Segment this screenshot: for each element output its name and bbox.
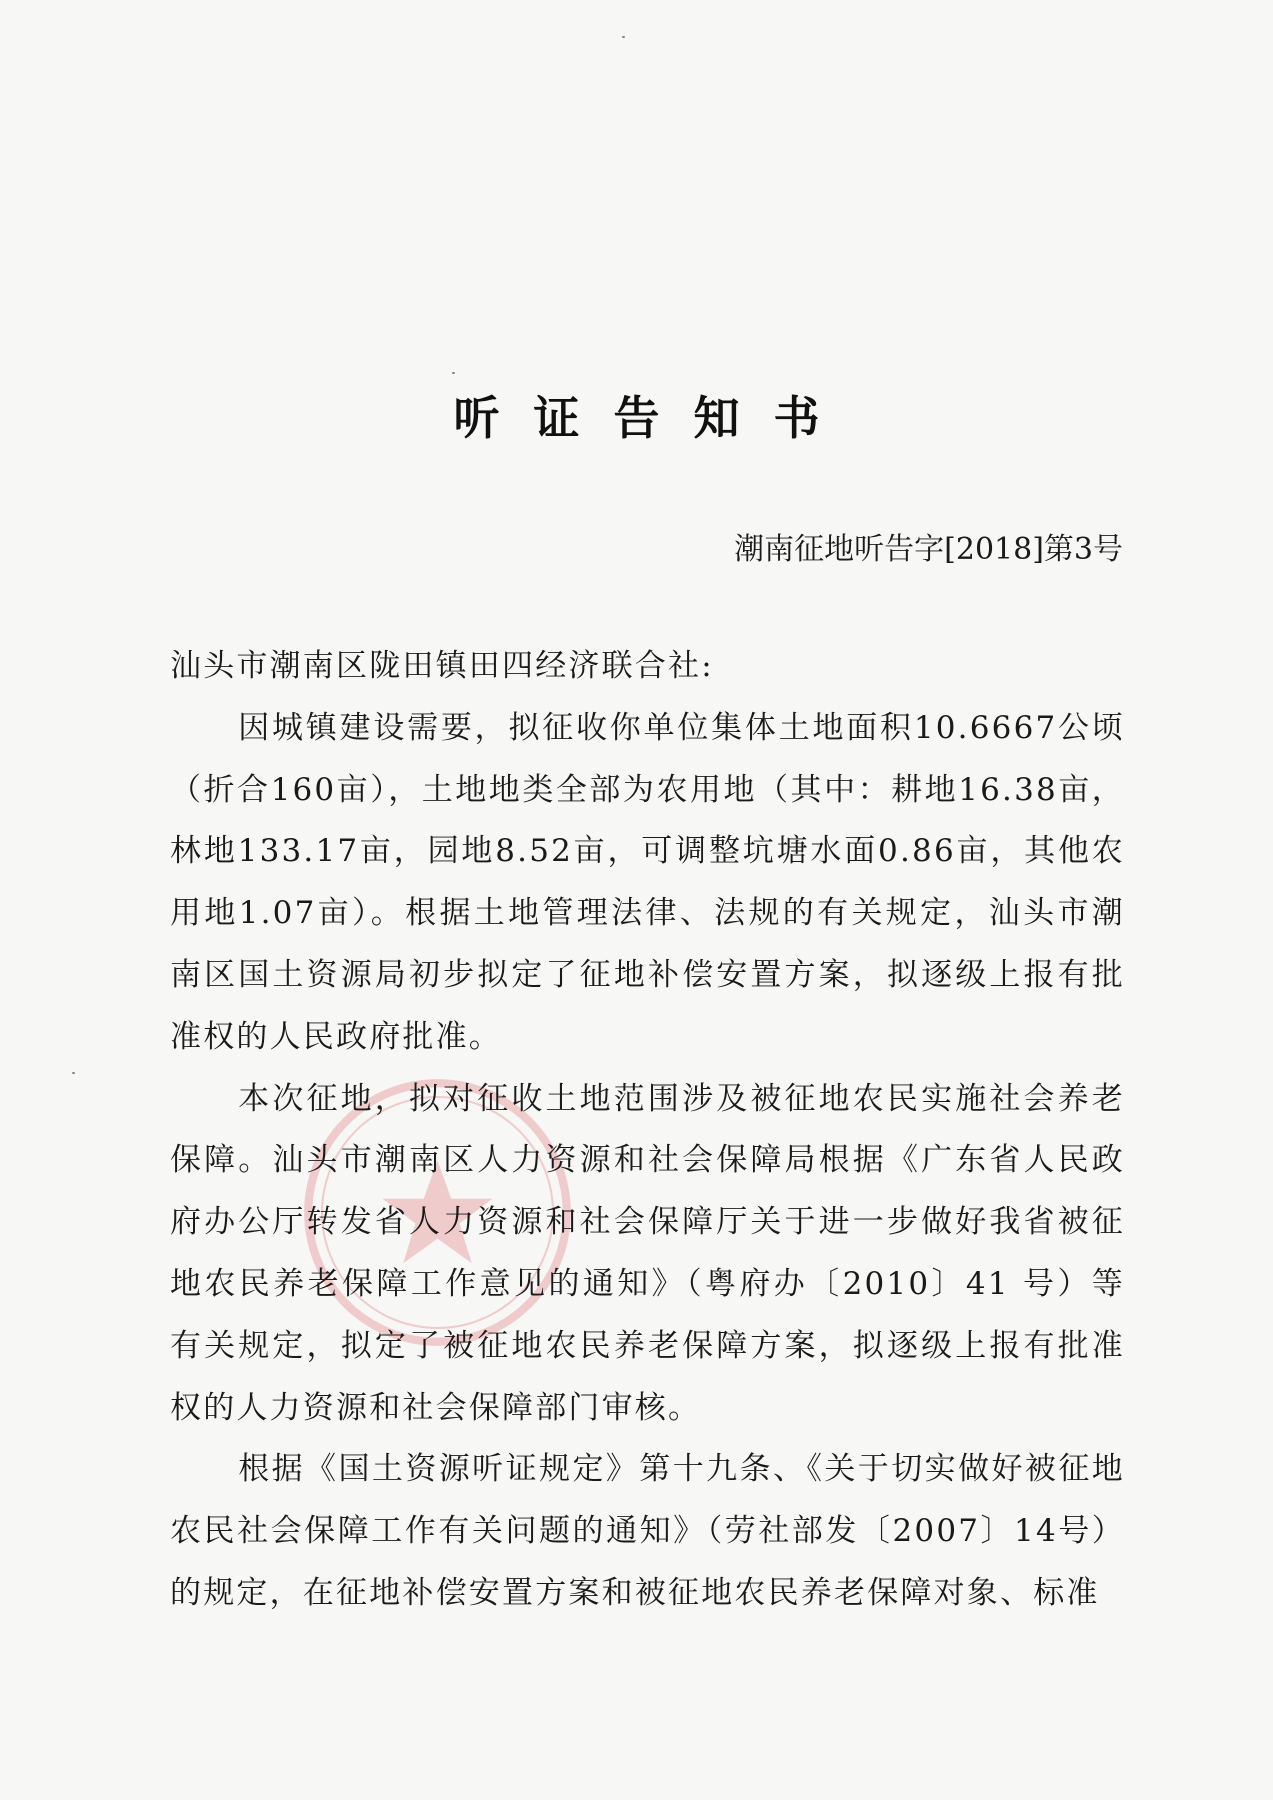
- body-paragraph: 本次征地，拟对征收土地范围涉及被征地农民实施社会养老保障。汕头市潮南区人力资源和社会保障局根据《广东省人民政府办公厅转发省人力资源和社会保障厅关于进一步做好我省被征地农民养老保障工作意见的通知》（粤府办〔2010〕41 号）等有关规定，拟定了被征地农民养老保障方案，拟逐级上报有批准权的人力资源和社会保障部门审核。: [170, 1080, 1125, 1426]
- scan-speck: [72, 1072, 75, 1074]
- document-number: 潮南征地听告字[2018]第3号: [734, 532, 1123, 567]
- body-paragraph: 因城镇建设需要，拟征收你单位集体土地面积10.6667公顷（折合160亩），土地地类全部为农用地（其中：耕地16.38亩，林地133.17亩，园地8.52亩，可调整坑塘水面0.86亩，其他农用地1.07亩）。根据土地管理法律、法规的有关规定，汕头市潮南区国土资源局初步拟定了征地补偿安置方案，拟逐级上报有批准权的人民政府批准。: [170, 709, 1125, 1055]
- body-paragraph: 根据《国土资源听证规定》第十九条、《关于切实做好被征地农民社会保障工作有关问题的通知》（劳社部发〔2007〕14号）的规定，在征地补偿安置方案和被征地农民养老保障对象、标准: [170, 1451, 1125, 1611]
- scan-speck: [452, 372, 455, 374]
- document-title: 听证告知书: [453, 391, 854, 445]
- document-body: [170, 636, 1125, 1625]
- addressee-line: 汕头市潮南区陇田镇田四经济联合社:: [170, 648, 714, 684]
- scan-speck: [622, 36, 625, 38]
